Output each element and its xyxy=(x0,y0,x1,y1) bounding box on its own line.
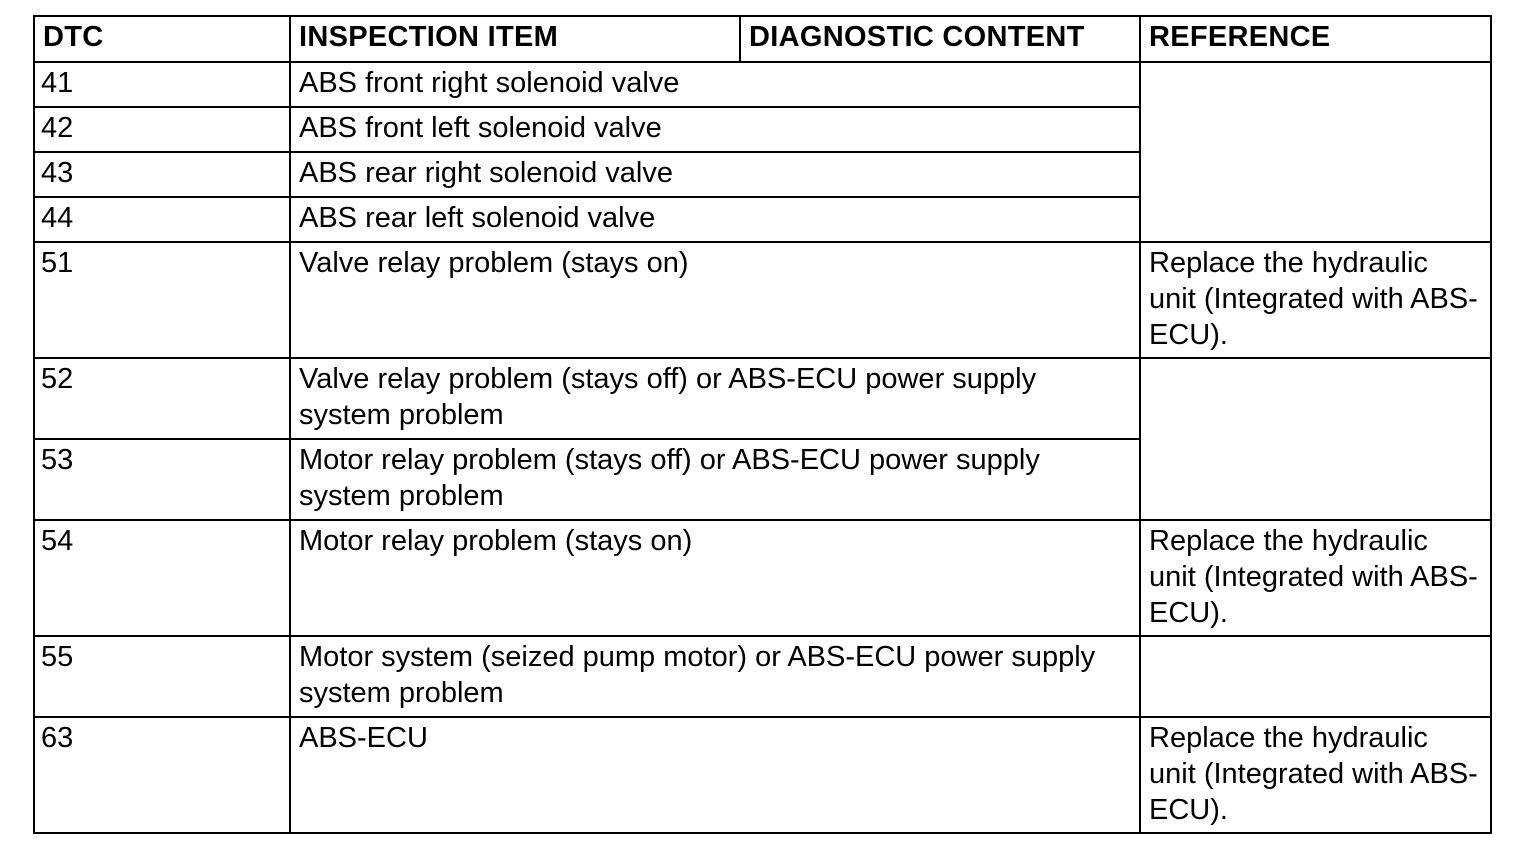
table-row xyxy=(34,636,1491,717)
inspection-item: Motor relay problem (stays on) xyxy=(290,520,1140,636)
reference-cell: Replace the hydraulic unit (Integrated with ABS-ECU). xyxy=(1140,520,1491,636)
inspection-item: ABS-ECU xyxy=(290,717,1140,833)
header-inspection-item: INSPECTION ITEM xyxy=(290,16,740,62)
inspection-item: Valve relay problem (stays on) xyxy=(290,242,1140,358)
header-row xyxy=(34,16,1491,62)
header-reference: REFERENCE xyxy=(1140,16,1491,62)
reference-cell: Replace the hydraulic unit (Integrated with ABS-ECU). xyxy=(1140,242,1491,358)
dtc-code: 55 xyxy=(34,636,290,717)
reference-cell xyxy=(1140,62,1491,242)
table-row xyxy=(34,717,1491,833)
inspection-item: Motor system (seized pump motor) or ABS-ECU power supply system problem xyxy=(290,636,1140,717)
dtc-code: 63 xyxy=(34,717,290,833)
table-row xyxy=(34,62,1491,107)
dtc-code: 42 xyxy=(34,107,290,152)
dtc-code: 54 xyxy=(34,520,290,636)
header-diagnostic-content: DIAGNOSTIC CONTENT xyxy=(740,16,1140,62)
dtc-code: 43 xyxy=(34,152,290,197)
dtc-code: 53 xyxy=(34,439,290,520)
inspection-item: Motor relay problem (stays off) or ABS-ECU power supply system problem xyxy=(290,439,1140,520)
dtc-code: 41 xyxy=(34,62,290,107)
reference-cell xyxy=(1140,358,1491,520)
dtc-code: 52 xyxy=(34,358,290,439)
dtc-table xyxy=(33,15,1492,834)
inspection-item: Valve relay problem (stays off) or ABS-ECU power supply system problem xyxy=(290,358,1140,439)
reference-cell: Replace the hydraulic unit (Integrated with ABS-ECU). xyxy=(1140,717,1491,833)
header-dtc: DTC xyxy=(34,16,290,62)
reference-cell xyxy=(1140,636,1491,717)
inspection-item: ABS front left solenoid valve xyxy=(290,107,1140,152)
inspection-item: ABS front right solenoid valve xyxy=(290,62,1140,107)
table-row xyxy=(34,242,1491,358)
dtc-code: 44 xyxy=(34,197,290,242)
inspection-item: ABS rear right solenoid valve xyxy=(290,152,1140,197)
table-row xyxy=(34,520,1491,636)
inspection-item: ABS rear left solenoid valve xyxy=(290,197,1140,242)
table-row xyxy=(34,358,1491,439)
dtc-code: 51 xyxy=(34,242,290,358)
